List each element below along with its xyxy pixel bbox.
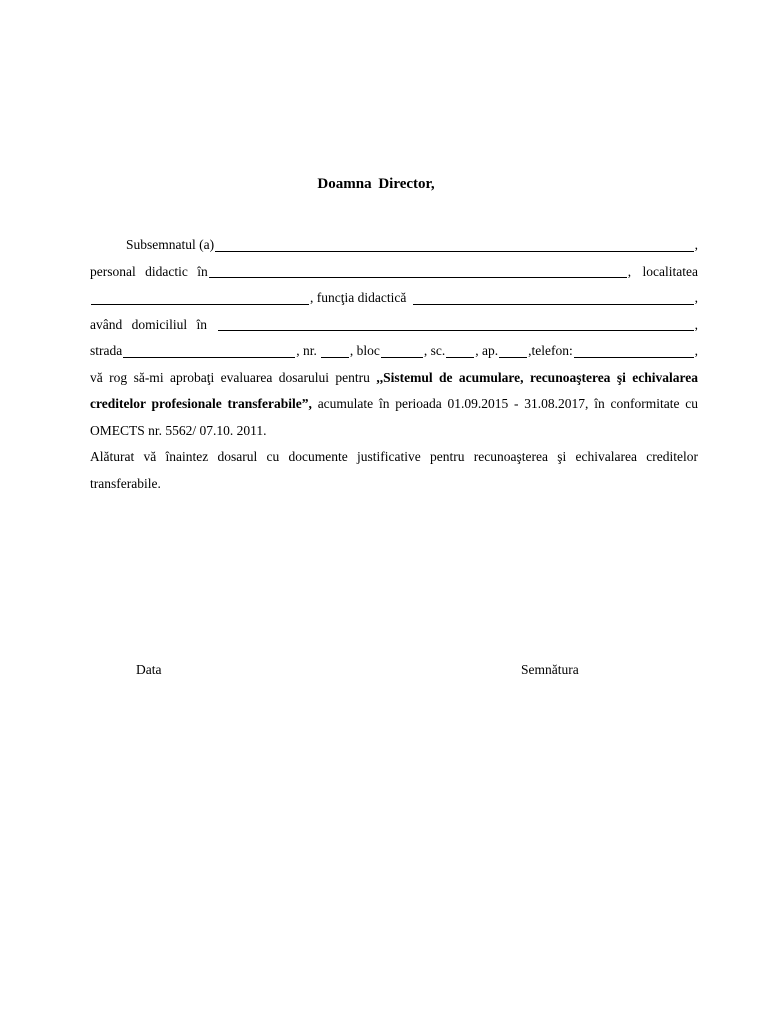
request-start: vă rog să-mi aprobaţi evaluarea dosarului pentru bbox=[90, 369, 377, 385]
line-locality bbox=[90, 285, 698, 312]
phone-label: ,telefon: bbox=[528, 343, 573, 358]
locality-blank[interactable] bbox=[91, 303, 309, 305]
school-blank[interactable] bbox=[209, 276, 627, 278]
document-title: Doamna Director, bbox=[317, 176, 435, 192]
comma: , bbox=[694, 316, 698, 332]
nr-blank[interactable] bbox=[321, 356, 349, 358]
attachment-text: Alăturat vă înaintez dosarul cu documente justificative pentru recunoaşterea şi echivalarea creditelor transferabile. bbox=[90, 449, 698, 491]
date-label: Data bbox=[136, 662, 162, 677]
line-address bbox=[90, 338, 698, 365]
line-school bbox=[90, 259, 698, 286]
comma: , bbox=[694, 343, 698, 358]
request-paragraph bbox=[90, 365, 698, 445]
domicile-blank[interactable] bbox=[218, 329, 694, 331]
comma: , bbox=[694, 290, 698, 305]
request-body bbox=[90, 232, 698, 497]
nr-label: , nr. bbox=[296, 343, 317, 358]
domicile-label: având domiciliul în bbox=[90, 316, 207, 332]
attachment-paragraph bbox=[90, 444, 698, 497]
phone-blank[interactable] bbox=[574, 356, 694, 358]
line-domicile bbox=[90, 312, 698, 339]
line-name bbox=[90, 232, 698, 259]
sc-label: , sc. bbox=[423, 343, 446, 358]
ap-label: , ap. bbox=[475, 343, 499, 358]
request-end: acumulate în perioada 01.09.2015 - 31.08.2017, în conformitate cu OMECTS nr. 5562/ 07.10. 2011. bbox=[90, 396, 698, 438]
bloc-blank[interactable] bbox=[381, 356, 423, 358]
name-label: Subsemnatul (a) bbox=[126, 237, 215, 252]
street-blank[interactable] bbox=[123, 356, 295, 358]
ap-blank[interactable] bbox=[499, 356, 527, 358]
name-blank[interactable] bbox=[215, 250, 694, 252]
program-name: ,,Sistemul de acumulare, recunoaşterea şi echivalarea creditelor profesionale transferabile”, bbox=[90, 369, 699, 411]
school-label: personal didactic în bbox=[90, 263, 208, 279]
bloc-label: , bloc bbox=[349, 343, 380, 358]
signature-label: Semnătura bbox=[521, 662, 579, 677]
function-blank[interactable] bbox=[413, 303, 693, 305]
locality-label: , localitatea bbox=[627, 263, 698, 279]
sc-blank[interactable] bbox=[446, 356, 474, 358]
comma: , bbox=[694, 237, 698, 252]
function-label: , funcţia didactică bbox=[310, 290, 407, 305]
street-label: strada bbox=[90, 343, 123, 358]
